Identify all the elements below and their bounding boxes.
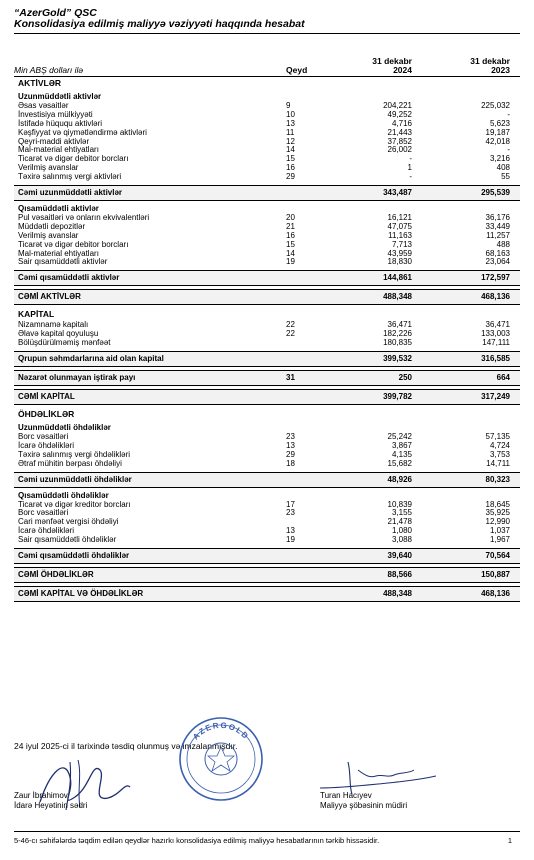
total-row <box>14 370 520 386</box>
line-item-row <box>14 518 520 527</box>
row-value-2024: 15,682 <box>387 458 412 468</box>
row-value-2024: 48,926 <box>387 474 412 484</box>
row-value-2024: 1 <box>407 163 412 173</box>
row-note-ref: 15 <box>286 239 295 249</box>
footer-note: 5-46-cı səhifələrdə təqdim edilən qeydlər hazırkı konsolidasiya edilmiş maliyyə hesabatlarının tərkib hissəsidir. <box>14 836 380 845</box>
row-label: Qısamüddətli aktivlər <box>18 204 99 214</box>
row-value-2023: 408 <box>496 163 510 173</box>
row-note-ref: 31 <box>286 373 295 383</box>
row-value-2024: 3,088 <box>391 535 412 545</box>
row-label: Qısamüddətli öhdəliklər <box>18 490 109 500</box>
row-value-2024: 182,226 <box>383 329 412 339</box>
year-2024-column-header: 31 dekabr 2024 <box>372 56 412 75</box>
total-row <box>14 586 520 602</box>
row-value-2024: 49,252 <box>387 109 412 119</box>
row-value-2024: 488,348 <box>383 292 412 302</box>
row-value-2023: 3,216 <box>489 154 510 164</box>
row-value-2023: 295,539 <box>481 188 510 198</box>
section-heading <box>14 77 520 90</box>
line-item-row <box>14 173 520 182</box>
row-value-2023: 35,925 <box>485 508 510 518</box>
row-value-2023: 23,064 <box>485 257 510 267</box>
row-value-2023: 19,187 <box>485 127 510 137</box>
row-label: Mal-material ehtiyatları <box>18 248 99 258</box>
footer-rule <box>14 831 520 832</box>
row-value-2023: 36,471 <box>485 320 510 330</box>
row-note-ref: 23 <box>286 508 295 518</box>
company-seal-icon <box>178 716 264 802</box>
finance-head-name: Turan Hacıyev <box>320 791 372 800</box>
row-label: Cari mənfəət vergisi öhdəliyi <box>18 517 119 527</box>
row-value-2023: 68,163 <box>485 248 510 258</box>
row-value-2023: 4,724 <box>489 440 510 450</box>
total-row <box>14 548 520 564</box>
company-name: “AzerGold” QSC <box>14 7 97 19</box>
row-note-ref: 10 <box>286 109 295 119</box>
line-item-row <box>14 155 520 164</box>
row-label: CƏMİ KAPİTAL <box>18 392 75 402</box>
row-value-2024: 47,075 <box>387 221 412 231</box>
line-item-row <box>14 223 520 232</box>
year-2023-column-header: 31 dekabr 2023 <box>470 56 510 75</box>
row-label: Əlavə kapital qoyuluşu <box>18 329 99 339</box>
statement-title: Konsolidasiya edilmiş maliyyə vəziyyəti haqqında hesabat <box>14 18 305 30</box>
row-label: Sair qısamüddətli öhdəliklər <box>18 535 117 545</box>
row-label: Əsas vəsaitlər <box>18 101 69 110</box>
row-label: Sair qısamüddətli aktivlər <box>18 257 108 267</box>
row-note-ref: 17 <box>286 499 295 509</box>
row-label: Verilmiş avanslar <box>18 163 79 173</box>
row-label: Verilmiş avanslar <box>18 230 79 240</box>
row-note-ref: 22 <box>286 329 295 339</box>
row-value-2023: 664 <box>496 373 510 383</box>
row-label: İstifadə hüququ aktivləri <box>18 118 103 128</box>
row-value-2023: 33,449 <box>485 221 510 231</box>
row-label: İnvestisiya mülkiyyəti <box>18 109 93 119</box>
total-row <box>14 185 520 201</box>
chairman-name: Zaur İbrahimov <box>14 791 68 800</box>
row-value-2024: 204,221 <box>383 101 412 110</box>
row-value-2023: 133,003 <box>481 329 510 339</box>
line-item-row <box>14 501 520 510</box>
row-note-ref: 13 <box>286 440 295 450</box>
row-value-2024: 18,830 <box>387 257 412 267</box>
row-value-2024: 16,121 <box>387 213 412 223</box>
row-label: Təxirə salınmış vergi aktivləri <box>18 172 122 182</box>
row-value-2024: 399,782 <box>383 392 412 402</box>
units-label: Min ABŞ dolları ilə <box>14 65 84 75</box>
row-label: Cəmi qısamüddətli öhdəliklər <box>18 551 130 561</box>
row-label: Ticarət və digər kreditor borcları <box>18 499 131 509</box>
row-value-2023: 55 <box>501 172 510 182</box>
row-label: CƏMİ AKTİVLƏR <box>18 292 81 302</box>
row-label: Uzunmüddətli aktivlər <box>18 92 102 101</box>
row-value-2024: 180,835 <box>383 338 412 348</box>
page-number: 1 <box>507 836 512 845</box>
row-label: Pul vəsaitləri və onların ekvivalentləri <box>18 213 150 223</box>
row-note-ref: 13 <box>286 118 295 128</box>
row-label: Ticarət və digər debitor borcları <box>18 239 129 249</box>
row-value-2024: 11,163 <box>388 230 412 240</box>
row-label: Borc vəsaitləri <box>18 432 69 442</box>
row-value-2023: 42,018 <box>485 136 510 146</box>
svg-text:AZERGOLD: AZERGOLD <box>191 720 251 742</box>
row-value-2023: 18,645 <box>485 499 510 509</box>
row-value-2024: 4,716 <box>391 118 412 128</box>
row-note-ref: 14 <box>286 145 295 155</box>
note-column-header: Qeyd <box>286 65 308 75</box>
row-value-2024: 26,002 <box>387 145 412 155</box>
row-value-2023: 80,323 <box>485 474 510 484</box>
row-note-ref: 16 <box>286 163 295 173</box>
row-value-2024: - <box>409 154 412 164</box>
subsection-heading <box>14 92 520 102</box>
row-label: AKTİVLƏR <box>18 78 62 88</box>
row-label: Mal-material ehtiyatları <box>18 145 99 155</box>
row-note-ref: 13 <box>286 526 295 536</box>
row-label: İcarə öhdəlikləri <box>18 526 75 536</box>
row-value-2024: - <box>409 172 412 182</box>
row-value-2024: 399,532 <box>383 354 412 364</box>
row-value-2024: 39,640 <box>387 551 412 561</box>
finance-head-signature-block <box>320 791 407 810</box>
row-value-2023: 70,564 <box>485 551 510 561</box>
row-value-2024: 488,348 <box>383 589 412 599</box>
row-note-ref: 16 <box>286 230 295 240</box>
row-value-2023: 14,711 <box>486 458 510 468</box>
line-item-row <box>14 536 520 545</box>
row-note-ref: 29 <box>286 449 295 459</box>
row-note-ref: 29 <box>286 172 295 182</box>
total-row <box>14 389 520 405</box>
row-value-2023: 150,887 <box>481 570 510 580</box>
line-item-row <box>14 258 520 267</box>
total-row <box>14 351 520 367</box>
row-value-2024: 21,478 <box>387 517 412 527</box>
row-value-2023: 147,111 <box>482 338 510 348</box>
row-label: Nəzarət olunmayan iştirak payı <box>18 373 136 383</box>
subsection-heading <box>14 423 520 433</box>
row-value-2023: 11,257 <box>486 230 510 240</box>
chairman-title: İdarə Heyətinin sədri <box>14 800 88 810</box>
total-row <box>14 567 520 583</box>
line-item-row <box>14 460 520 469</box>
row-value-2024: 250 <box>398 373 412 383</box>
row-value-2023: 488 <box>496 239 510 249</box>
row-label: CƏMİ KAPİTAL VƏ ÖHDƏLİKLƏR <box>18 589 144 599</box>
row-value-2023: 5,623 <box>489 118 510 128</box>
row-value-2023: 468,136 <box>481 589 510 599</box>
row-value-2024: 3,155 <box>391 508 412 518</box>
total-row <box>14 472 520 488</box>
approval-statement: 24 iyul 2025-ci il tarixində təsdiq olunmuş və imzalanmışdır. <box>14 741 238 751</box>
line-item-row <box>14 339 520 348</box>
row-value-2023: 225,032 <box>481 101 510 110</box>
row-label: Müddətli depozitlər <box>18 221 86 231</box>
row-value-2024: 1,080 <box>391 526 412 536</box>
row-value-2024: 144,861 <box>383 273 412 283</box>
row-note-ref: 21 <box>286 221 295 231</box>
row-note-ref: 11 <box>286 127 295 137</box>
row-label: KAPİTAL <box>18 309 55 320</box>
row-note-ref: 19 <box>286 257 295 267</box>
total-row <box>14 270 520 286</box>
balance-sheet-table <box>14 77 520 605</box>
row-value-2023: 3,753 <box>489 449 510 459</box>
line-item-row <box>14 214 520 223</box>
row-label: Qrupun səhmdarlarına aid olan kapital <box>18 354 164 364</box>
row-note-ref: 14 <box>286 248 295 258</box>
row-value-2023: 12,990 <box>485 517 510 527</box>
row-label: Ətraf mühitin bərpası öhdəliyi <box>18 458 122 468</box>
row-label: ÖHDƏLİKLƏR <box>18 409 75 420</box>
row-value-2023: 172,597 <box>481 273 510 283</box>
row-note-ref: 9 <box>286 101 291 110</box>
row-label: İcarə öhdəlikləri <box>18 440 75 450</box>
row-value-2023: 36,176 <box>485 213 510 223</box>
section-heading <box>14 308 520 321</box>
row-note-ref: 19 <box>286 535 295 545</box>
row-label: Cəmi qısamüddətli aktivlər <box>18 273 120 283</box>
row-value-2023: 316,585 <box>481 354 510 364</box>
row-value-2024: 3,867 <box>391 440 412 450</box>
row-label: Bölüşdürülməmiş mənfəət <box>18 338 111 348</box>
chairman-signature-block <box>14 791 87 810</box>
row-note-ref: 22 <box>286 320 295 330</box>
total-row <box>14 289 520 305</box>
row-label: Cəmi uzunmüddətli aktivlər <box>18 188 123 198</box>
row-value-2023: 1,967 <box>489 535 510 545</box>
row-value-2024: 36,471 <box>387 320 412 330</box>
row-value-2024: 4,135 <box>391 449 412 459</box>
row-value-2023: 317,249 <box>481 392 510 402</box>
row-note-ref: 18 <box>286 458 295 468</box>
row-value-2023: - <box>507 109 510 119</box>
row-value-2023: - <box>507 145 510 155</box>
row-value-2023: 1,037 <box>489 526 510 536</box>
finance-head-title: Maliyyə şöbəsinin müdiri <box>320 800 408 810</box>
row-value-2024: 10,839 <box>387 499 412 509</box>
row-note-ref: 12 <box>286 136 295 146</box>
line-item-row <box>14 129 520 138</box>
row-label: Borc vəsaitləri <box>18 508 69 518</box>
row-label: CƏMİ ÖHDƏLİKLƏR <box>18 570 94 580</box>
row-value-2023: 57,135 <box>485 432 510 442</box>
row-label: Nizamnamə kapitalı <box>18 320 89 330</box>
row-label: Təxirə salınmış vergi öhdəlikləri <box>18 449 131 459</box>
row-label: Cəmi uzunmüddətli öhdəliklər <box>18 474 132 484</box>
row-value-2024: 37,852 <box>387 136 412 146</box>
row-value-2024: 21,443 <box>387 127 412 137</box>
line-item-row <box>14 433 520 442</box>
row-note-ref: 20 <box>286 213 295 223</box>
header-rule <box>14 33 520 34</box>
row-value-2024: 43,959 <box>387 248 412 258</box>
row-label: Kəşfiyyat və qiymətləndirmə aktivləri <box>18 127 147 137</box>
row-value-2024: 25,242 <box>387 432 412 442</box>
row-value-2024: 88,566 <box>387 570 412 580</box>
row-label: Uzunmüddətli öhdəliklər <box>18 423 111 433</box>
row-value-2024: 7,713 <box>391 239 412 249</box>
row-label: Ticarət və digər debitor borcları <box>18 154 129 164</box>
row-label: Qeyri-maddi aktivlər <box>18 136 90 146</box>
row-note-ref: 23 <box>286 432 295 442</box>
row-value-2023: 468,136 <box>481 292 510 302</box>
row-value-2024: 343,487 <box>383 188 412 198</box>
row-note-ref: 15 <box>286 154 295 164</box>
section-heading <box>14 408 520 421</box>
